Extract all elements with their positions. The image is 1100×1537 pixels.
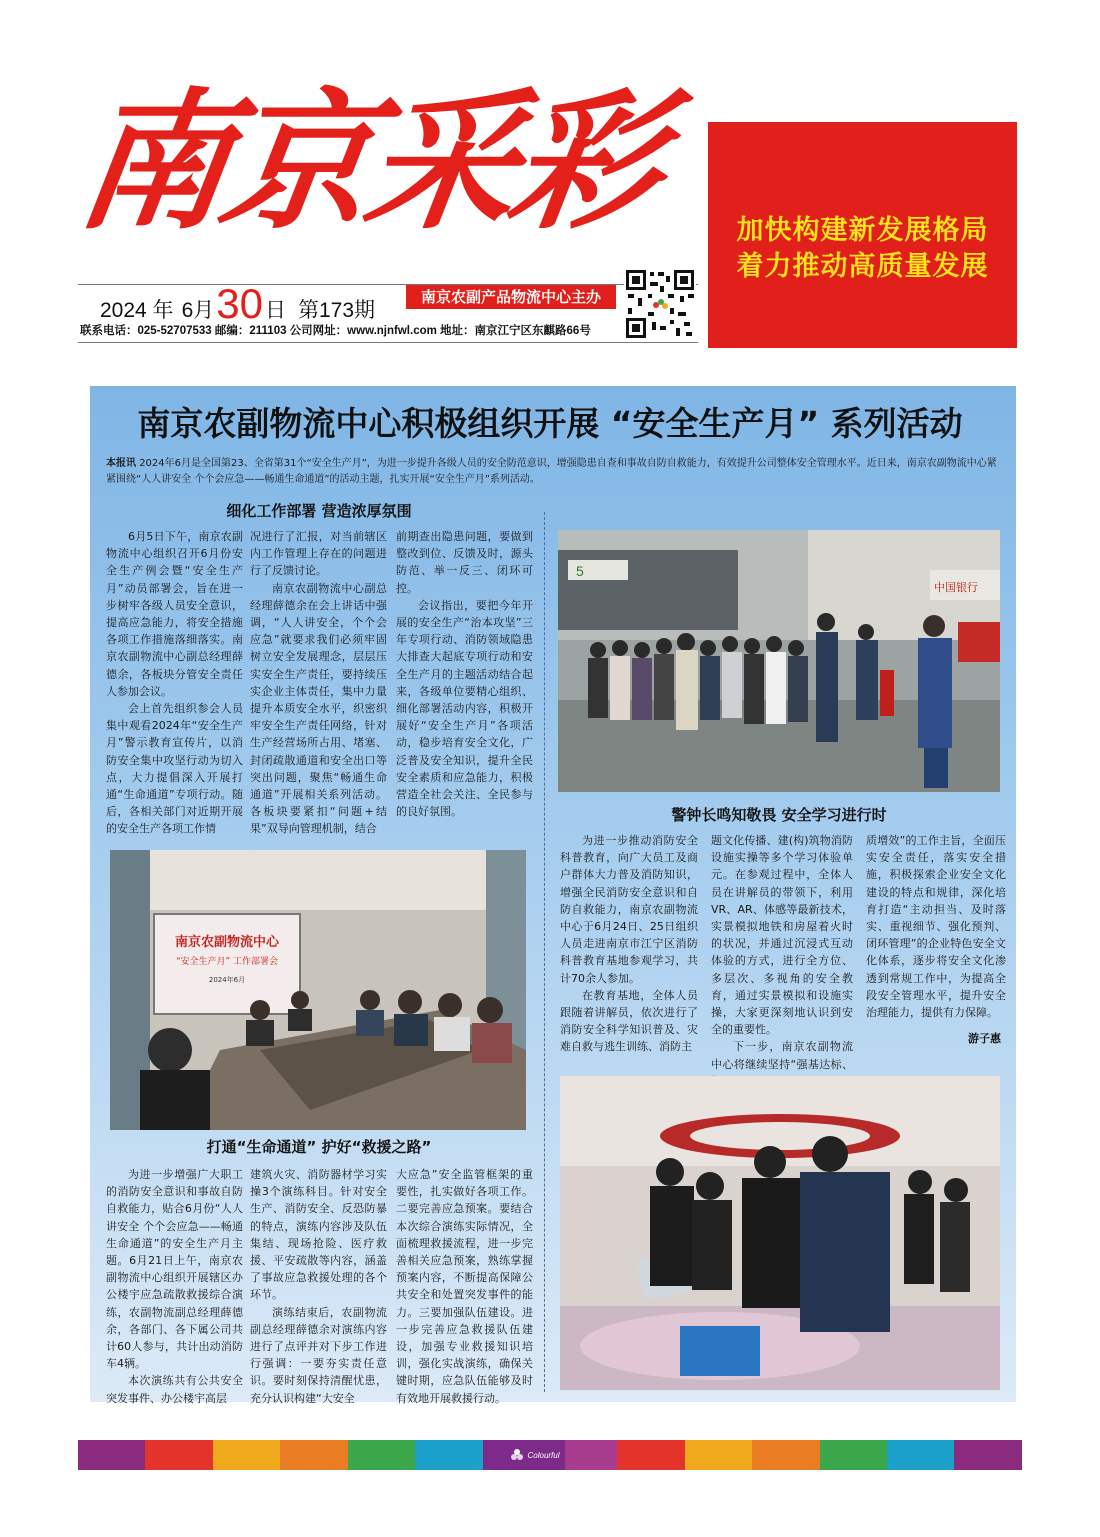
masthead [67,52,700,272]
footer-color-stripe [752,1440,819,1470]
paragraph: 建筑火灾、消防器材学习实操3个演练科目。针对安全生产、消防安全、反恐防暴的特点，演练内容涉及队伍集结、现场抢险、医疗救援、平安疏散等内容，涵盖了事故应急救援处理的各个环节。 [250,1168,387,1302]
footer-color-stripe [145,1440,212,1470]
paragraph: 下一步，南京农副物流中心将继续坚持“强基达标、 [711,1040,853,1071]
footer-color-stripe [954,1440,1021,1470]
contact-line: 联系电话：025-52707533 邮编：211103 公司网址：www.njnfwl.com 地址：南京江宁区东麒路66号 [80,325,591,337]
screen-line-2: “安全生产月” 工作部署会 [175,957,279,967]
slogan-box [708,122,1017,348]
section-title-life-channel: 打通“生命通道” 护好“救援之路” [206,1138,432,1156]
section3-column-2 [250,1166,387,1405]
footer-color-stripe [280,1440,347,1470]
footer-logo [505,1440,565,1470]
paragraph: 质增效”的工作主旨，全面压实安全责任，落实安全措施，积极探索企业安全文化建设的特点和规律，深化培育打造“主动担当、及时落实、重视细节、强化预判、闭环管理”的企业特色安全文化体系，逐步将安全文化渗透到常规工作中，为提高全段安全管理水平，提升安全治理能力，提供有力保障。 [866,834,1006,1020]
masthead-title: 南京采彩 [67,74,669,250]
slogan-line-2: 着力推动高质量发展 [736,251,989,282]
issue-day: 30 [216,280,263,327]
footer-color-stripe [617,1440,684,1470]
qr-code-icon [624,268,696,340]
photo-fire-drill [558,530,1000,792]
footer-color-stripe [348,1440,415,1470]
section1-column-1 [106,528,243,846]
paragraph: 大应急”安全监管框架的重要性，扎实做好各项工作。二要完善应急预案。要结合本次综合演练实际情况，全面梳理救援流程，进一步完善相关应急预案，熟练掌握预案内容，不断提高保障公共安全和处置突发事件的能力。三要加强队伍建设。进一步完善应急救援队伍建设，加强专业救援知识培训，强化实战演练，确保关键时期，应急队伍能够及时有效地开展救援行动。 [396,1168,533,1405]
slogan-line-1: 加快构建新发展格局 [736,215,989,246]
footer-color-stripe [685,1440,752,1470]
section-title-safety-study: 警钟长鸣知敬畏 安全学习进行时 [671,806,887,824]
paragraph: 为进一步推动消防安全科普教育，向广大员工及商户群体大力普及消防知识，增强全民消防安全意识和自防自救能力，南京农副物流中心于6月24日、25日组织人员走进南京市江宁区消防科普教育基地参观学习，共计70余人参加。 [560,834,698,985]
footer-logo-text: Colourful [527,1450,560,1460]
section3-column-3 [396,1166,533,1405]
section2-column-1 [560,832,698,1060]
issue-date-line [100,280,376,327]
paragraph: 演练结束后，农副物流副总经理薛德余对演练内容进行了点评并对下步工作进行强调：一要夯实责任意识。要时刻保持清醒忧患，充分认识构建“大安全 [250,1305,387,1405]
footer-color-stripe [887,1440,954,1470]
screen-line-3: 2024年6月 [208,976,246,984]
paragraph: 为进一步增强广大职工的消防安全意识和事故自防自救能力，贴合6月份“人人讲安全 个个会应急——畅通生命通道”的安全生产月主题。6月21日上午，南京农副物流中心组织开展辖区办公楼宇应急疏散救援综合演练，农副物流副总经理薛德余，各部门、各下属公司共计60人参与，共计出动消防车4辆。 [106,1168,243,1371]
article-lead [106,456,1006,488]
author-byline: 游子惠 [968,1032,1001,1045]
bank-sign: 中国银行 [934,581,978,594]
paragraph: 会上首先组织参会人员集中观看2024年“安全生产月”警示教育宣传片，以消防安全集中攻坚行动为切入点，大力提倡深入开展打通“生命通道”专项行动。随后，各相关部门对近期开展的安全生产各项工作情 [106,702,243,836]
issue-day-suffix: 日 [264,299,286,322]
footer-color-stripe [78,1440,145,1470]
article-headline: 南京农副物流中心积极组织开展 “安全生产月” 系列活动 [137,404,963,443]
paragraph: 题文化传播、建(构)筑物消防设施实操等多个学习体验单元。在参观过程中，全体人员在讲解员的带领下，利用VR、AR、体感等最新技术，实景模拟地铁和房屋着火时的状况，并通过沉浸式互动体验的方式，进行全方位、多层次、多视角的安全教育，通过实景模拟和设施实操，大家更深刻地认识到安全的重要性。 [711,834,853,1037]
screen-line-1: 南京农副物流中心 [174,935,280,950]
issue-year: 2024 年 [100,299,174,322]
section3-column-1 [106,1166,243,1405]
section-title-work-deployment: 细化工作部署 营造浓厚氛围 [226,502,412,520]
section1-column-3 [396,528,533,819]
section1-column-2 [250,528,387,846]
paragraph: 会议指出，要把今年开展的安全生产“治本攻坚”三年专项行动、消防领域隐患大排查大起底专项行动和安全生产月的主题活动结合起来，各级单位要精心组织、细化部署活动内容，积极开展好“安全生产月”各项活动，稳步培育安全文化，广泛普及安全知识，提升全民安全素质和应急能力，积极营造全社会关注、全民参与的良好氛围。 [396,598,533,819]
paragraph: 况进行了汇报，对当前辖区内工作管理上存在的问题进行了反馈讨论。 [250,530,387,578]
footer-color-stripe [415,1440,482,1470]
host-badge: 南京农副产品物流中心主办 [406,285,616,309]
lead-label: 本报讯 [106,458,136,469]
paragraph: 本次演练共有公共安全突发事件、办公楼宇高层 [106,1374,243,1405]
section2-column-3 [866,832,1006,1028]
masthead-rule-bottom [78,342,698,343]
column-divider [544,512,545,1392]
issue-number: 第173期 [297,299,376,322]
footer-color-stripe [820,1440,887,1470]
photo-education-base [560,1076,1000,1390]
door-sign: 5 [576,563,584,579]
section2-column-2 [711,832,853,1071]
paragraph: 6月5日下午，南京农副物流中心组织召开6月份安全生产例会暨“安全生产月”动员部署会，旨在进一步树牢各级人员安全意识，提高应急能力，将安全措施各项工作措施落细落实。南京农副物流中心副总经理薛德余，各板块分管安全责任人参加会议。 [106,530,243,698]
paragraph: 南京农副物流中心副总经理薛德余在会上讲话中强调，“人人讲安全，个个会应急”就要求我们必须牢固树立安全发展理念，层层压实安全生产责任，要持续压实企业主体责任，集中力量提升本质安全水平，织密织牢安全生产责任网络，针对生产经营场所占用、堵塞、封闭疏散通道和安全出口等突出问题，聚焦“畅通生命通道”开展相关系列活动。各板块要紧扣“问题+结果”双导向管理机制，结合 [250,581,387,836]
photo-safety-meeting [110,850,526,1130]
lead-text: 2024年6月是全国第23、全省第31个“安全生产月”，为进一步提升各级人员的安全防范意识，增强隐患自查和事故自防自救能力，有效提升公司整体安全管理水平。近日来，南京农副物流中心紧紧围绕“人人讲安全 个个会应急——畅通生命通道”的活动主题，扎实开展“安全生产月”系列活动。 [106,458,997,485]
paragraph: 在教育基地，全体人员跟随着讲解员，依次进行了消防安全科学知识普及、灾难自救与逃生训练、消防主 [560,988,698,1054]
colourful-logo-icon [510,1448,524,1462]
issue-month: 6月 [181,299,215,322]
footer-color-stripe [213,1440,280,1470]
paragraph: 前期查出隐患问题，要做到整改到位、反馈及时，源头防范、举一反三、闭环可控。 [396,530,533,595]
